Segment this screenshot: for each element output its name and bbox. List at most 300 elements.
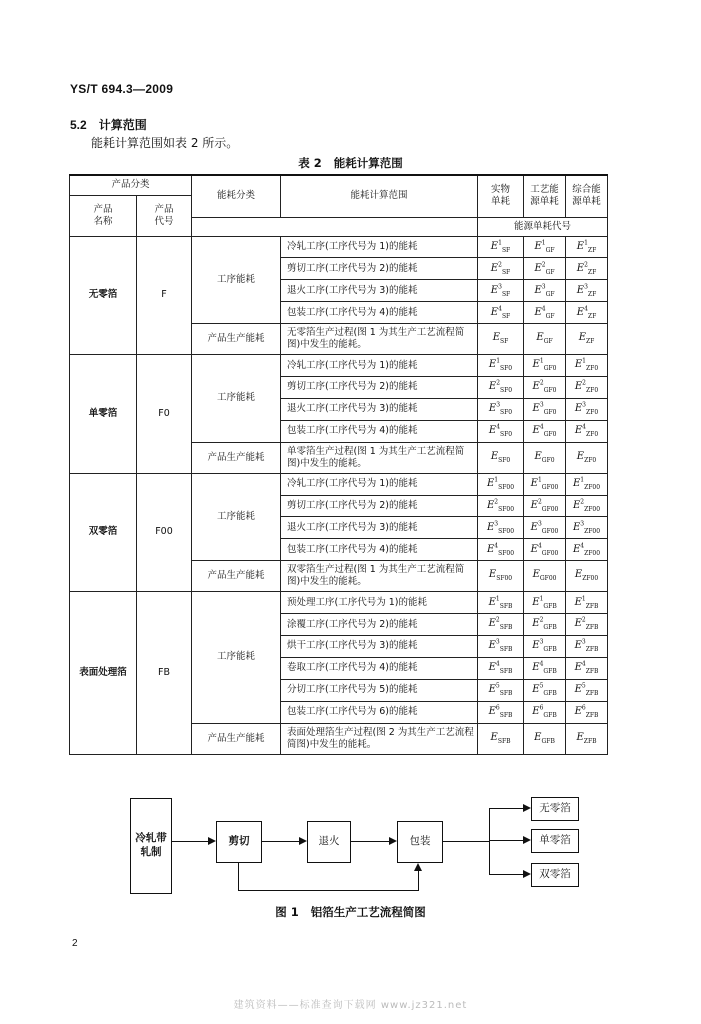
code-subscript: SF — [501, 268, 511, 276]
code-superscript: 5 — [495, 682, 500, 690]
section-intro: 能耗计算范围如表 2 所示。 — [91, 136, 239, 150]
code-subscript: SFB — [499, 602, 513, 610]
scope-text: 包装工序(工序代号为 6)的能耗 — [281, 701, 478, 723]
energy-code-symbol — [487, 500, 514, 511]
arrow-head — [523, 804, 531, 812]
table-row — [70, 236, 608, 258]
code-process — [524, 236, 566, 258]
arrow-head — [414, 863, 422, 871]
code-comprehensive — [566, 302, 608, 324]
code-subscript: ZF — [587, 312, 597, 320]
code-superscript: 1 — [495, 595, 500, 603]
code-letter: E — [534, 284, 542, 296]
arrow-line — [172, 841, 208, 842]
energy-class: 产品生产能耗 — [192, 561, 281, 592]
code-superscript: 1 — [580, 476, 585, 484]
arrow-line — [489, 808, 523, 809]
scope-text: 烘干工序(工序代号为 3)的能耗 — [281, 635, 478, 657]
figure-caption — [0, 904, 701, 920]
code-letter: E — [530, 477, 538, 489]
code-letter: E — [572, 521, 581, 533]
table-row — [70, 355, 608, 377]
code-subscript: GFB — [543, 712, 557, 719]
code-subscript: GF0 — [543, 387, 557, 395]
code-letter: E — [574, 596, 582, 608]
code-letter: E — [534, 262, 542, 274]
energy-code-symbol — [573, 522, 600, 533]
code-subscript: SFB — [499, 646, 513, 654]
code-subscript: SF0 — [500, 409, 513, 417]
code-superscript: 6 — [539, 704, 544, 712]
code-comprehensive — [566, 635, 608, 657]
code-superscript: 1 — [581, 595, 586, 603]
code-subscript: SF00 — [496, 575, 513, 583]
code-comprehensive — [566, 723, 608, 754]
code-letter: E — [572, 477, 581, 489]
scope-text: 预处理工序(工序代号为 1)的能耗 — [281, 592, 478, 614]
energy-code-symbol — [578, 332, 595, 346]
code-superscript: 4 — [498, 305, 502, 313]
code-letter: E — [536, 332, 544, 344]
header-product-code: 产品 代号 — [137, 195, 192, 236]
code-subscript: GF — [545, 246, 555, 254]
code-subscript: GFB — [543, 602, 557, 610]
code-subscript: GFB — [541, 737, 555, 745]
code-subscript: GF00 — [541, 527, 559, 535]
code-process — [524, 614, 566, 636]
code-letter: E — [488, 569, 497, 581]
code-letter: E — [532, 640, 540, 652]
code-subscript: SF — [501, 246, 511, 254]
code-letter: E — [532, 425, 540, 437]
arrow-head — [523, 836, 531, 844]
code-subscript: ZF00 — [584, 505, 601, 513]
code-process — [524, 592, 566, 614]
code-subscript: SFB — [499, 624, 513, 632]
code-letter: E — [532, 403, 540, 415]
code-letter: E — [574, 706, 582, 717]
code-superscript: 2 — [580, 498, 585, 506]
code-superscript: 3 — [537, 520, 542, 528]
code-letter: E — [532, 684, 540, 696]
code-physical — [478, 614, 524, 636]
energy-code-symbol — [575, 706, 599, 717]
code-subscript: SF0 — [498, 456, 511, 464]
code-subscript: ZF0 — [586, 365, 599, 373]
code-superscript: 3 — [496, 401, 501, 409]
energy-code-symbol — [577, 241, 596, 252]
energy-code-symbol — [534, 263, 554, 274]
code-subscript: ZF00 — [584, 483, 601, 491]
code-comprehensive — [566, 657, 608, 679]
code-letter: E — [488, 403, 497, 415]
code-subscript: SF00 — [498, 549, 515, 557]
code-subscript: GF0 — [541, 456, 555, 464]
code-subscript: SF00 — [498, 505, 515, 513]
code-letter: E — [532, 618, 540, 630]
code-comprehensive — [566, 517, 608, 539]
code-letter: E — [532, 662, 540, 674]
code-superscript: 4 — [581, 660, 586, 668]
page-number: 2 — [72, 938, 78, 949]
scope-text: 剪切工序(工序代号为 2)的能耗 — [281, 376, 478, 398]
code-subscript: GF — [545, 290, 555, 298]
scope-text: 包装工序(工序代号为 4)的能耗 — [281, 420, 478, 442]
code-superscript: 2 — [537, 498, 542, 506]
code-subscript: SFB — [499, 690, 513, 698]
energy-code-symbol — [574, 617, 599, 632]
code-subscript: GFB — [543, 690, 557, 698]
energy-code-symbol — [487, 522, 514, 533]
energy-code-symbol — [488, 401, 513, 417]
code-subscript: GF — [543, 338, 553, 346]
energy-code-symbol — [492, 332, 509, 346]
code-comprehensive — [566, 398, 608, 420]
code-physical — [478, 495, 524, 517]
code-comprehensive — [566, 495, 608, 517]
code-letter: E — [488, 596, 496, 608]
code-superscript: 4 — [495, 660, 500, 668]
product-code: F0 — [137, 355, 192, 474]
code-superscript: 4 — [584, 305, 588, 313]
code-physical — [478, 355, 524, 377]
code-letter: E — [490, 284, 499, 296]
code-comprehensive — [566, 355, 608, 377]
energy-code-symbol — [488, 660, 513, 676]
scope-text: 涂覆工序(工序代号为 2)的能耗 — [281, 614, 478, 636]
code-letter: E — [530, 499, 538, 511]
energy-class: 产品生产能耗 — [192, 324, 281, 355]
code-subscript: SF0 — [500, 387, 513, 395]
code-superscript: 2 — [539, 617, 544, 625]
code-physical — [478, 398, 524, 420]
energy-code-symbol — [488, 569, 513, 583]
code-subscript: GF00 — [541, 483, 559, 491]
code-superscript: 6 — [495, 704, 500, 712]
code-comprehensive — [566, 679, 608, 701]
code-subscript: GF0 — [543, 431, 557, 439]
energy-code-symbol — [489, 597, 513, 608]
arrow-head — [208, 837, 216, 845]
energy-code-symbol — [488, 423, 513, 439]
code-process — [524, 679, 566, 701]
code-physical — [478, 376, 524, 398]
energy-code-symbol — [489, 706, 513, 717]
code-process — [524, 302, 566, 324]
code-subscript: SF0 — [500, 431, 513, 439]
code-process — [524, 539, 566, 561]
code-process — [524, 723, 566, 754]
code-letter: E — [490, 262, 499, 274]
box-output-no-zero: 无零箔 — [531, 797, 579, 821]
energy-code-symbol — [536, 332, 553, 346]
code-superscript: 2 — [581, 617, 586, 625]
scope-text: 无零箔生产过程(图 1 为其生产工艺流程简图)中发生的能耗。 — [281, 324, 478, 355]
code-process — [524, 420, 566, 442]
code-superscript: 3 — [541, 283, 546, 291]
code-superscript: 2 — [582, 379, 586, 387]
code-comprehensive — [566, 701, 608, 723]
code-subscript: SF — [501, 290, 511, 298]
scope-text: 冷轧工序(工序代号为 1)的能耗 — [281, 355, 478, 377]
code-superscript: 2 — [498, 261, 502, 269]
code-subscript: ZF0 — [584, 456, 597, 464]
code-subscript: ZF0 — [586, 387, 599, 395]
code-subscript: ZFB — [585, 690, 599, 698]
box-cold-roll: 冷轧带 轧制 — [130, 798, 172, 894]
code-process — [524, 701, 566, 723]
code-subscript: ZFB — [585, 668, 599, 676]
product-code: FB — [137, 592, 192, 754]
code-superscript: 2 — [541, 261, 546, 269]
energy-code-symbol — [577, 285, 596, 296]
code-letter: E — [490, 306, 499, 318]
code-letter: E — [576, 450, 585, 462]
code-letter: E — [532, 359, 540, 371]
header-physical: 实物 单耗 — [478, 175, 524, 217]
scope-text: 退火工序(工序代号为 3)的能耗 — [281, 398, 478, 420]
energy-code-symbol — [532, 660, 557, 676]
code-process — [524, 324, 566, 355]
code-superscript: 1 — [494, 476, 499, 484]
code-letter: E — [492, 332, 501, 344]
scope-text: 退火工序(工序代号为 3)的能耗 — [281, 280, 478, 302]
energy-code-symbol — [488, 639, 513, 654]
code-comprehensive — [566, 561, 608, 592]
code-physical — [478, 420, 524, 442]
code-superscript: 4 — [494, 542, 499, 550]
section-number: 5.2 — [70, 118, 87, 132]
energy-code-symbol — [576, 732, 596, 743]
code-letter: E — [488, 381, 497, 393]
energy-code-symbol — [488, 379, 513, 395]
code-physical — [478, 657, 524, 679]
arrow-line — [489, 874, 523, 875]
energy-code-symbol — [487, 478, 514, 489]
code-letter: E — [574, 381, 583, 393]
code-process — [524, 376, 566, 398]
code-superscript: 2 — [496, 379, 501, 387]
scope-text: 包装工序(工序代号为 4)的能耗 — [281, 302, 478, 324]
arrow-head — [389, 837, 397, 845]
code-letter: E — [576, 262, 585, 274]
code-superscript: 3 — [495, 639, 500, 646]
product-code: F — [137, 236, 192, 355]
energy-code-symbol — [574, 569, 599, 583]
energy-class: 工序能耗 — [192, 236, 281, 324]
code-physical — [478, 539, 524, 561]
code-subscript: GF — [545, 312, 555, 320]
code-comprehensive — [566, 539, 608, 561]
code-letter: E — [486, 521, 495, 533]
energy-scope-table — [69, 174, 608, 755]
energy-code-symbol — [574, 682, 599, 698]
code-subscript: SF — [501, 312, 511, 320]
energy-code-symbol — [574, 358, 599, 373]
product-name: 表面处理箔 — [70, 592, 137, 754]
code-letter: E — [530, 521, 538, 533]
energy-class: 产品生产能耗 — [192, 442, 281, 473]
arrow-line — [351, 841, 389, 842]
code-comprehensive — [566, 473, 608, 495]
code-letter: E — [532, 569, 540, 581]
box-pack: 包装 — [397, 821, 443, 863]
code-letter: E — [532, 381, 540, 393]
code-superscript: 3 — [580, 520, 585, 528]
code-physical — [478, 635, 524, 657]
energy-code-symbol — [577, 263, 596, 274]
code-physical — [478, 473, 524, 495]
code-superscript: 1 — [539, 595, 544, 603]
code-subscript: GFB — [543, 624, 557, 632]
scope-text: 退火工序(工序代号为 3)的能耗 — [281, 517, 478, 539]
code-letter: E — [574, 359, 583, 371]
arrow-head — [523, 870, 531, 878]
code-letter: E — [576, 240, 585, 252]
code-subscript: ZFB — [585, 712, 599, 719]
code-comprehensive — [566, 614, 608, 636]
code-letter: E — [572, 543, 581, 555]
header-product-class: 产品分类 — [70, 175, 192, 195]
code-process — [524, 355, 566, 377]
code-superscript: 1 — [498, 239, 502, 247]
code-subscript: GF00 — [541, 549, 559, 557]
code-letter: E — [534, 306, 542, 318]
code-physical — [478, 258, 524, 280]
box-cut: 剪切 — [216, 821, 262, 863]
code-superscript: 1 — [584, 239, 588, 247]
code-superscript: 4 — [580, 542, 585, 550]
code-letter: E — [574, 662, 582, 674]
scope-text: 剪切工序(工序代号为 2)的能耗 — [281, 495, 478, 517]
code-letter: E — [488, 425, 497, 437]
code-process — [524, 258, 566, 280]
section-heading — [70, 116, 147, 133]
code-letter: E — [486, 477, 495, 489]
header-scope: 能耗计算范围 — [281, 175, 478, 217]
energy-code-symbol — [531, 478, 559, 489]
header-energy-code: 能源单耗代号 — [478, 217, 608, 236]
product-name: 无零箔 — [70, 236, 137, 355]
code-subscript: ZF00 — [584, 527, 601, 535]
code-superscript: 4 — [537, 542, 542, 550]
energy-code-symbol — [491, 263, 510, 274]
table-row — [70, 473, 608, 495]
box-output-double-zero: 双零箔 — [531, 863, 579, 887]
code-letter: E — [530, 543, 538, 555]
code-subscript: ZF — [587, 246, 597, 254]
energy-code-symbol — [573, 500, 600, 511]
code-subscript: ZF0 — [586, 431, 599, 439]
code-letter: E — [574, 569, 583, 581]
code-subscript: GF — [545, 268, 555, 276]
code-subscript: SFB — [499, 712, 513, 719]
energy-code-symbol — [534, 451, 554, 462]
code-superscript: 2 — [584, 261, 588, 269]
code-subscript: ZF — [587, 290, 597, 298]
code-subscript: GFB — [543, 668, 557, 676]
arrow-line — [489, 840, 523, 841]
code-superscript: 3 — [584, 283, 588, 291]
code-letter: E — [488, 359, 497, 371]
code-superscript: 2 — [539, 379, 544, 387]
code-superscript: 1 — [537, 476, 542, 484]
code-subscript: GF0 — [543, 409, 557, 417]
code-letter: E — [576, 731, 584, 743]
energy-code-symbol — [573, 544, 600, 555]
code-subscript: ZF — [587, 268, 597, 276]
code-letter: E — [488, 684, 496, 696]
scope-text: 双零箔生产过程(图 1 为其生产工艺流程简图)中发生的能耗。 — [281, 561, 478, 592]
energy-code-symbol — [488, 358, 513, 373]
code-letter: E — [488, 706, 496, 717]
energy-code-symbol — [577, 307, 596, 318]
energy-code-symbol — [574, 423, 599, 439]
code-subscript: ZF0 — [586, 409, 599, 417]
code-letter: E — [576, 306, 585, 318]
scope-text: 冷轧工序(工序代号为 1)的能耗 — [281, 473, 478, 495]
table-caption-title: 能耗计算范围 — [333, 156, 403, 170]
box-anneal: 退火 — [307, 821, 351, 863]
code-superscript: 3 — [582, 401, 586, 409]
code-letter: E — [574, 618, 582, 630]
energy-code-symbol — [532, 617, 557, 632]
code-comprehensive — [566, 324, 608, 355]
code-superscript: 5 — [539, 682, 544, 690]
code-process — [524, 495, 566, 517]
figure-caption-title: 铝箔生产工艺流程简图 — [310, 905, 426, 919]
code-process — [524, 561, 566, 592]
code-letter: E — [532, 596, 540, 608]
header-energy-class: 能耗分类 — [192, 175, 281, 217]
energy-class: 工序能耗 — [192, 592, 281, 723]
header-blank — [192, 217, 478, 236]
code-superscript: 3 — [539, 639, 544, 646]
code-comprehensive — [566, 442, 608, 473]
code-physical — [478, 324, 524, 355]
footer-watermark: 建筑资料——标准查询下载网 www.jz321.net — [233, 1000, 468, 1011]
code-subscript: SF — [500, 338, 509, 346]
code-letter: E — [574, 425, 583, 437]
code-letter: E — [534, 731, 542, 743]
arrow-line — [238, 890, 419, 891]
scope-text: 剪切工序(工序代号为 2)的能耗 — [281, 258, 478, 280]
code-superscript: 3 — [494, 520, 499, 528]
energy-code-symbol — [574, 379, 599, 395]
code-physical — [478, 517, 524, 539]
code-process — [524, 442, 566, 473]
energy-code-symbol — [488, 617, 513, 632]
energy-code-symbol — [532, 597, 557, 608]
code-superscript: 3 — [498, 283, 502, 291]
code-physical — [478, 592, 524, 614]
code-superscript: 1 — [582, 358, 586, 366]
figure-caption-number: 图 1 — [275, 905, 299, 919]
energy-code-symbol — [577, 451, 596, 462]
energy-code-symbol — [534, 285, 554, 296]
energy-code-symbol — [488, 682, 513, 698]
code-letter: E — [578, 332, 586, 344]
code-process — [524, 635, 566, 657]
code-subscript: ZF00 — [584, 549, 601, 557]
code-letter: E — [576, 284, 585, 296]
code-comprehensive — [566, 280, 608, 302]
box-output-single-zero: 单零箔 — [531, 829, 579, 853]
product-code: F00 — [137, 473, 192, 592]
code-physical — [478, 236, 524, 258]
code-superscript: 4 — [582, 423, 586, 431]
code-subscript: ZF00 — [582, 575, 599, 583]
